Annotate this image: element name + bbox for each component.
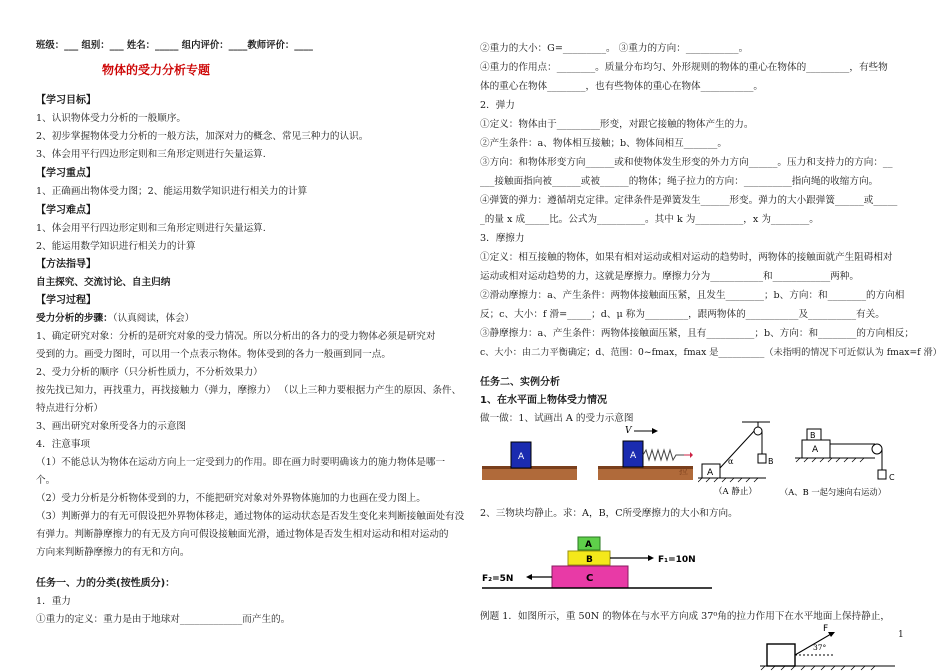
question-2: 2、三物块均静止。求：A，B，C所受摩擦力的大小和方向。 [480,508,738,519]
body-line: 特点进行分析） [36,403,104,414]
task2-question: 做一做：1、试画出 A 的受力示意图 [480,413,634,424]
body-line: 受到的力。画受力图时，可以用一个点表示物体。物体受到的各力一般画到同一点。 [36,349,391,360]
difficult-points-heading: 【学习难点】 [36,205,96,216]
pulley [872,444,882,454]
body-line: （1）不能总认为物体在运动方向上一定受到力的作用。即在画力时要明确该力的施力物体是哪一 [36,457,446,468]
block [767,644,795,666]
figure-block-with-spring [598,422,693,484]
figure-example-angled-force [755,622,905,671]
body-line: _的量 x 成_____比。公式为__________。其中 k 为__________，x 为________。 [480,214,819,225]
body-line: ②产生条件：a、物体相互接触；b、物体间相互_______。 [480,138,727,149]
body-line: 1、确定研究对象：分析的是研究对象的受力情况。所以分析出的各力的受力物体必须是研究对 [36,331,436,342]
body-line: 3．摩擦力 [480,233,525,244]
f2-label: F₂=5N [482,574,514,584]
body-line: c、大小：由二力平衡确定；d、范围：0~fmax，fmax 是__________（未指明的情况下可近似认为 fmax=f 滑） [480,347,942,358]
body-line: ④重力的作用点：________。质量分布均匀、外形规则的物体的重心在物体的_________，有些物 [480,62,888,73]
key-point-item: 1、正确画出物体受力图；2、能运用数学知识进行相关力的计算 [36,186,308,197]
method-heading: 【方法指导】 [36,259,96,270]
method-text: 自主探究、交流讨论、自主归纳 [36,277,171,288]
difficult-point-item: 1、体会用平行四边形定则和三角形定则进行矢量运算. [36,223,266,234]
page-number: 1 [898,630,904,640]
body-line: 按先找已知力，再找重力，再找接触力（弹力，摩擦力） （以上三种力要根据力产生的原因、条件、 [36,385,462,396]
block-c [878,470,886,479]
objective-item: 1、认识物体受力分析的一般顺序。 [36,113,187,124]
task1-line: 1．重力 [36,596,71,607]
objectives-heading: 【学习目标】 [36,95,96,106]
body-line: ①定义：物体由于_________形变，对跟它接触的物体产生的力。 [480,119,754,130]
process-heading: 【学习过程】 [36,295,96,306]
body-line: 3、画出研究对象所受各力的示意图 [36,421,187,432]
difficult-point-item: 2、能运用数学知识进行相关力的计算 [36,241,196,252]
task2-heading: 任务二、实例分析 [480,377,560,388]
caption-ab-moving: （A、B 一起匀速向右运动） [780,487,886,497]
angle-label: 37° [813,643,827,652]
figure-stacked-blocks [482,532,712,597]
figure-block-on-ground [482,428,577,483]
body-line: （3）判断弹力的有无可假设把外界物体移走，通过物体的运动状态是否发生变化来判断接触面处有没 [36,511,465,522]
block-c-label: C [889,473,895,482]
block-a-label: A [630,451,637,461]
force-label: F [823,624,829,634]
caption-a-static: （A 静止） [714,487,757,497]
block-a-label: A [518,452,525,462]
body-line: 方向来判断静摩擦力的有无和方向。 [36,547,190,558]
block-a-label: A [585,540,592,550]
body-line: ①定义：相互接触的物体，如果有相对运动或相对运动的趋势时，两物体的接触面就产生阻碍相对 [480,252,893,263]
key-points-heading: 【学习重点】 [36,168,96,179]
body-line: 2．弹力 [480,100,515,111]
rope [720,429,756,468]
figure-pulley-moving [780,424,910,500]
f1-label: F₁=10N [658,555,696,565]
block-b-label: B [810,431,816,440]
body-line: 2、受力分析的顺序（只分析性质力，不分析效果力） [36,367,263,378]
page-title: 物体的受力分析专题 [102,63,211,77]
steps-intro [36,310,194,328]
steps-intro-note: （认真阅读，体会） [112,313,195,324]
task2-subheading: 1、在水平面上物体受力情况 [480,395,607,406]
body-line: ③方向：和物体形变方向______或和使物体发生形变的外力方向______。压力和支持力的方向：__ [480,157,893,168]
objective-item: 3、体会用平行四边形定则和三角形定则进行矢量运算. [36,149,266,160]
body-line: 体的重心在物体________，也有些物体的重心在物体___________。 [480,81,764,92]
velocity-label: V [625,426,632,436]
body-line: ②滑动摩擦力：a、产生条件：两物体接触面压紧，且发生________；b、方向：和________的方向相 [480,290,905,301]
body-line: ④弹簧的弹力：遵循胡克定律。定律条件是弹簧发生______形变。弹力的大小跟弹簧______或_____ [480,195,898,206]
body-line: 运动或相对运动趋势的力，这就是摩擦力。摩擦力分为___________和____________两种。 [480,271,859,282]
block-a-label: A [707,468,714,478]
body-line: 有弹力。判断静摩擦力的有无及方向可假设接触面光滑，通过物体是否发生相对运动和相对运动的 [36,529,449,540]
example-1: 例题 1．如图所示，重 50N 的物体在与水平方向成 37⁰角的拉力作用下在水平地面上保持静止， [480,611,890,622]
task1-heading: 任务一、力的分类(按性质分)： [36,578,176,589]
body-line: ③静摩擦力：a、产生条件：两物体接触面压紧，且有__________；b、方向：和________的方向相反； [480,328,914,339]
pull-arrow [690,452,693,458]
body-line: ___接触面指向被______或被______的物体；绳子拉力的方向：__________指向绳的收缩方向。 [480,176,879,187]
figure-pulley-static [698,420,783,500]
block-b-label: B [586,555,593,565]
student-info-line: 班级：___ 组别：___ 姓名：_____ 组内评价：____教师评价：____ [36,40,313,51]
body-line: 4．注意事项 [36,439,91,450]
pulley [754,427,762,435]
body-line: ②重力的大小：G=_________。 ③重力的方向：___________。 [480,43,749,54]
objective-item: 2、初步掌握物体受力分析的一般方法，加深对力的概念、常见三种力的认识。 [36,131,369,142]
ground-surface [482,468,577,480]
block-b-label: B [768,457,774,466]
body-line: （2）受力分析是分析物体受到的力，不能把研究对象对外界物体施加的力也画在受力图上。 [36,493,426,504]
spring [643,450,684,460]
body-line: 个。 [36,475,56,486]
alpha-label: α [728,457,734,466]
block-c-label: C [586,573,594,584]
block-a-label: A [812,445,819,455]
body-line: 反；c、大小：f 滑=_____；d、μ 称为_________，跟两物体的___________及__________有关。 [480,309,885,320]
steps-intro-label: 受力分析的步骤： [36,313,113,324]
pull-label: 拉 [679,467,689,477]
task1-line: ①重力的定义：重力是由于地球对_____________而产生的。 [36,614,291,625]
block-b [758,454,766,463]
